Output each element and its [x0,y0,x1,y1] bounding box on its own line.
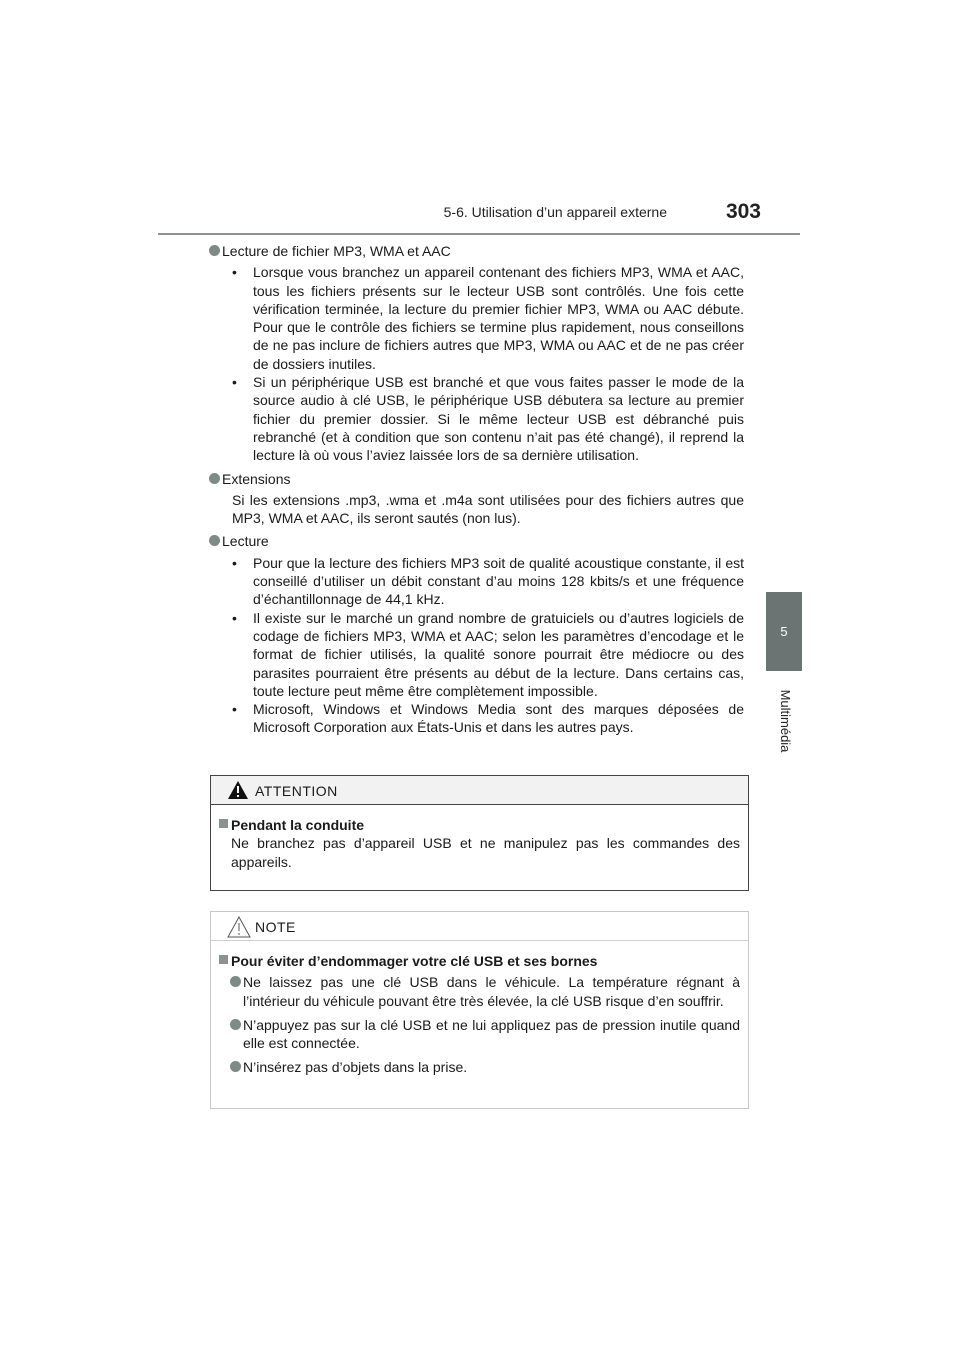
note-heading: NOTE [255,919,296,935]
note-title-text: Pour éviter d’endommager votre clé USB et ses bornes [231,953,598,969]
note-item-text: Ne laissez pas une clé USB dans le véhicule. La température régnant à l’intérieur du véhicule pouvant être très élevée, la clé USB risque d’en souffrir. [243,974,740,1009]
section-heading-text: Lecture [222,533,269,550]
attention-heading: ATTENTION [255,783,338,799]
bullet-icon: • [232,374,237,391]
list-item-text: Il existe sur le marché un grand nombre de gratuiciels ou d’autres logiciels de codage de fichiers MP3, WMA et AAC; selon les paramètres d’encodage et le format de fichier utilisés, la qualité sonore pourrait être médiocre ou des parasites pourraient être présents au début de la lecture. Dans certains cas, toute lecture peut même être complètement impossible. [253,609,744,699]
note-box [210,911,749,1109]
attention-title [219,816,740,834]
note-item-text: N’appuyez pas sur la clé USB et ne lui appliquez pas de pression inutile quand elle est connectée. [243,1016,740,1052]
bullet-dot-icon [230,1019,241,1030]
sub-list [222,554,744,737]
note-title [219,952,740,970]
section-heading [222,242,744,260]
note-item [219,973,740,1010]
section-heading [222,470,744,488]
section-paragraph: Si les extensions .mp3, .wma et .m4a sont utilisées pour des fichiers autres que MP3, WMA et AAC, ils seront sautés (non lus). [232,491,744,527]
list-item [222,700,744,737]
list-item [222,609,744,700]
note-body [211,941,748,1077]
bullet-dot-icon [209,245,220,256]
list-item-text: Si un périphérique USB est branché et que vous faites passer le mode de la source audio à clé USB, le périphérique USB débutera sa lecture au premier fichier du premier dossier. Si le même lecteur USB est débranché puis rebranché (et à condition que son contenu n’ait pas été changé), il reprend la lecture là où vous l’aviez laissée lors de sa dernière utilisation. [253,374,744,464]
attention-body [211,805,748,871]
bullet-icon: • [232,554,237,571]
bullet-dot-icon [230,1061,241,1072]
bullet-dot-icon [209,535,220,546]
warning-triangle-icon [227,780,249,800]
list-item [222,263,744,373]
caution-triangle-icon [227,916,251,938]
square-bullet-icon [219,819,228,828]
sub-list [222,263,744,464]
header-rule [158,233,800,235]
chapter-tab[interactable] [766,592,802,671]
list-item-text: Lorsque vous branchez un appareil contenant des fichiers MP3, WMA et AAC, tous les fichiers présents sur le lecteur USB sont contrôlés. Une fois cette vérification terminée, la lecture du premier fichier MP3, WMA ou AAC débute. Pour que le contrôle des fichiers se termine plus rapidement, nous conseillons de ne pas inclure de fichiers autres que MP3, WMA ou AAC et de ne pas créer de dossiers inutiles. [253,264,744,372]
list-item-text: Microsoft, Windows et Windows Media sont des marques déposées de Microsoft Corporation aux États-Unis et dans les autres pays. [253,701,744,736]
bullet-dot-icon [230,976,241,987]
bullet-icon: • [232,609,237,626]
note-header [211,912,748,941]
section-title: 5-6. Utilisation d’un appareil externe [443,204,667,220]
attention-title-text: Pendant la conduite [231,817,365,833]
section-lecture-fichiers [222,242,744,465]
note-list [219,973,740,1076]
note-item-text: N’insérez pas d’objets dans la prise. [243,1059,468,1076]
attention-text: Ne branchez pas d’appareil USB et ne manipulez pas les commandes des appareils. [231,835,740,870]
attention-box [210,775,749,891]
section-lecture [222,532,744,736]
bullet-icon: • [232,701,237,718]
section-extensions [222,470,744,528]
section-heading [222,532,744,550]
chapter-label: Multimédia [778,689,793,753]
bullet-dot-icon [209,473,220,484]
list-item [222,373,744,464]
note-item [219,1058,740,1076]
list-item-text: Pour que la lecture des fichiers MP3 soit de qualité acoustique constante, il est conseillé d’utiliser un débit constant d’au moins 128 kbits/s et une fréquence d’échantillonnage de 44,1 kHz. [253,554,744,608]
page-number: 303 [725,200,761,223]
section-heading-text: Extensions [222,470,291,487]
chapter-number: 5 [780,624,788,639]
note-item [219,1016,740,1053]
bullet-icon: • [232,264,237,281]
list-item [222,554,744,609]
main-content [222,242,744,742]
square-bullet-icon [219,955,228,964]
section-heading-text: Lecture de fichier MP3, WMA et AAC [222,243,451,259]
attention-header [211,776,748,805]
